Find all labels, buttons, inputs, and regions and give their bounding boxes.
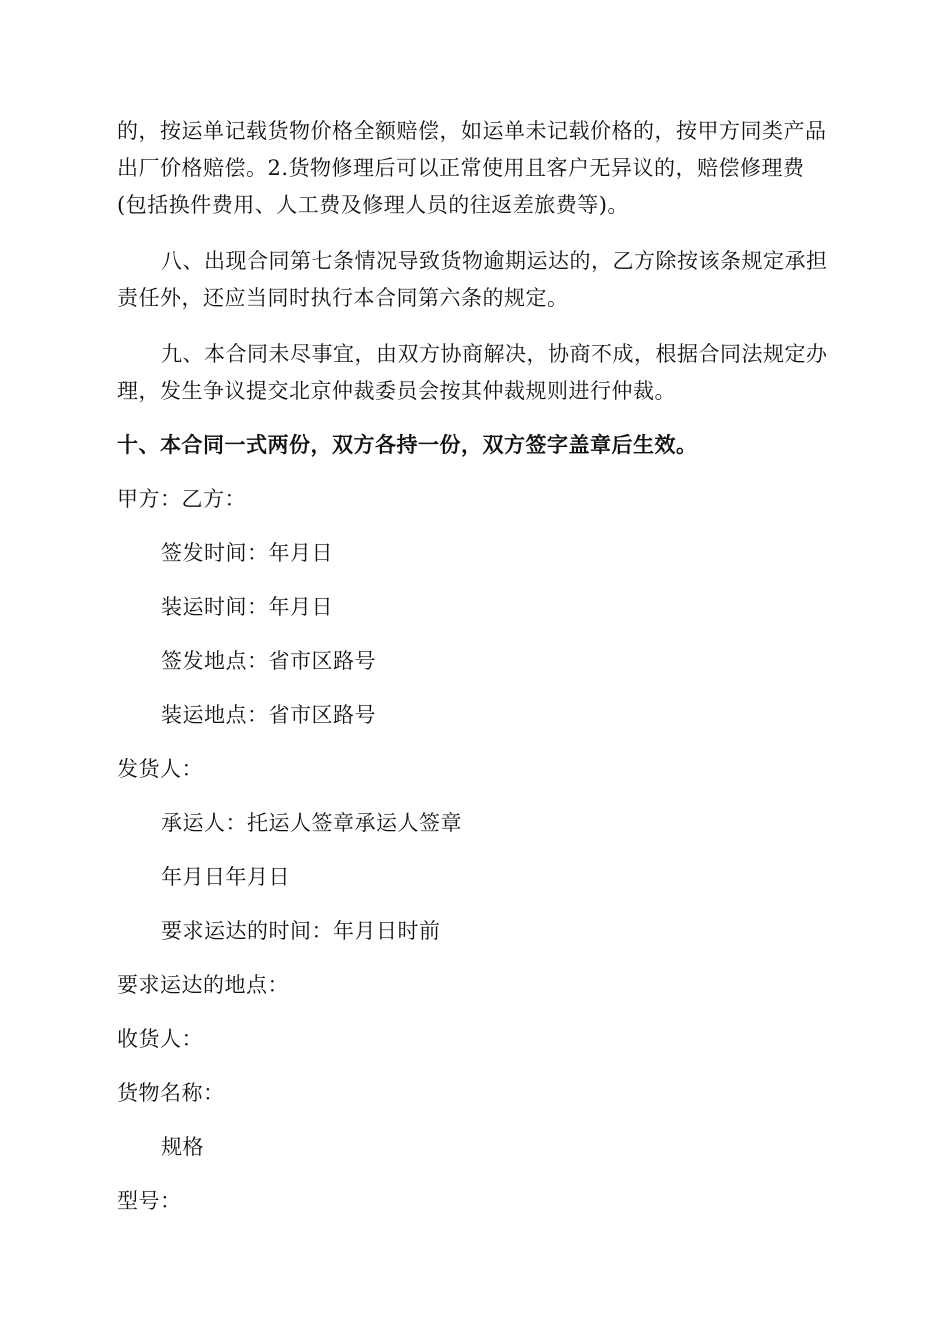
- paragraph-compensation: 的，按运单记载货物价格全额赔偿，如运单未记载价格的，按甲方同类产品出厂价格赔偿。2.货物修理后可以正常使用且客户无异议的，赔偿修理费(包括换件费用、人工费及修理人员的往返差旅费等)。: [117, 119, 827, 217]
- paragraph-article-9: 九、本合同未尽事宜，由双方协商解决，协商不成，根据合同法规定办理，发生争议提交北京仲裁委员会按其仲裁规则进行仲裁。: [117, 342, 828, 403]
- goods-name-line: 货物名称：: [117, 1081, 225, 1105]
- shipping-time-line: 装运时间：年月日: [161, 595, 333, 619]
- specification-line: 规格: [161, 1135, 204, 1159]
- delivery-time-line: 要求运达的时间：年月日时前: [161, 919, 441, 943]
- issue-place-line: 签发地点：省市区路号: [161, 649, 376, 673]
- issue-time-line: 签发时间：年月日: [161, 541, 333, 565]
- shipper-line: 发货人：: [117, 757, 203, 781]
- date-line: 年月日年月日: [161, 865, 290, 889]
- paragraph-article-10: 十、本合同一式两份，双方各持一份，双方签字盖章后生效。: [117, 432, 698, 457]
- party-a-b-line: 甲方：乙方：: [117, 487, 246, 511]
- shipping-place-line: 装运地点：省市区路号: [161, 703, 376, 727]
- model-line: 型号：: [117, 1189, 182, 1213]
- consignee-line: 收货人：: [117, 1027, 203, 1051]
- delivery-place-line: 要求运达的地点：: [117, 973, 289, 997]
- paragraph-article-8: 八、出现合同第七条情况导致货物逾期运达的，乙方除按该条规定承担责任外，还应当同时执行本合同第六条的规定。: [117, 249, 828, 310]
- carrier-signature-line: 承运人：托运人签章承运人签章: [161, 811, 462, 835]
